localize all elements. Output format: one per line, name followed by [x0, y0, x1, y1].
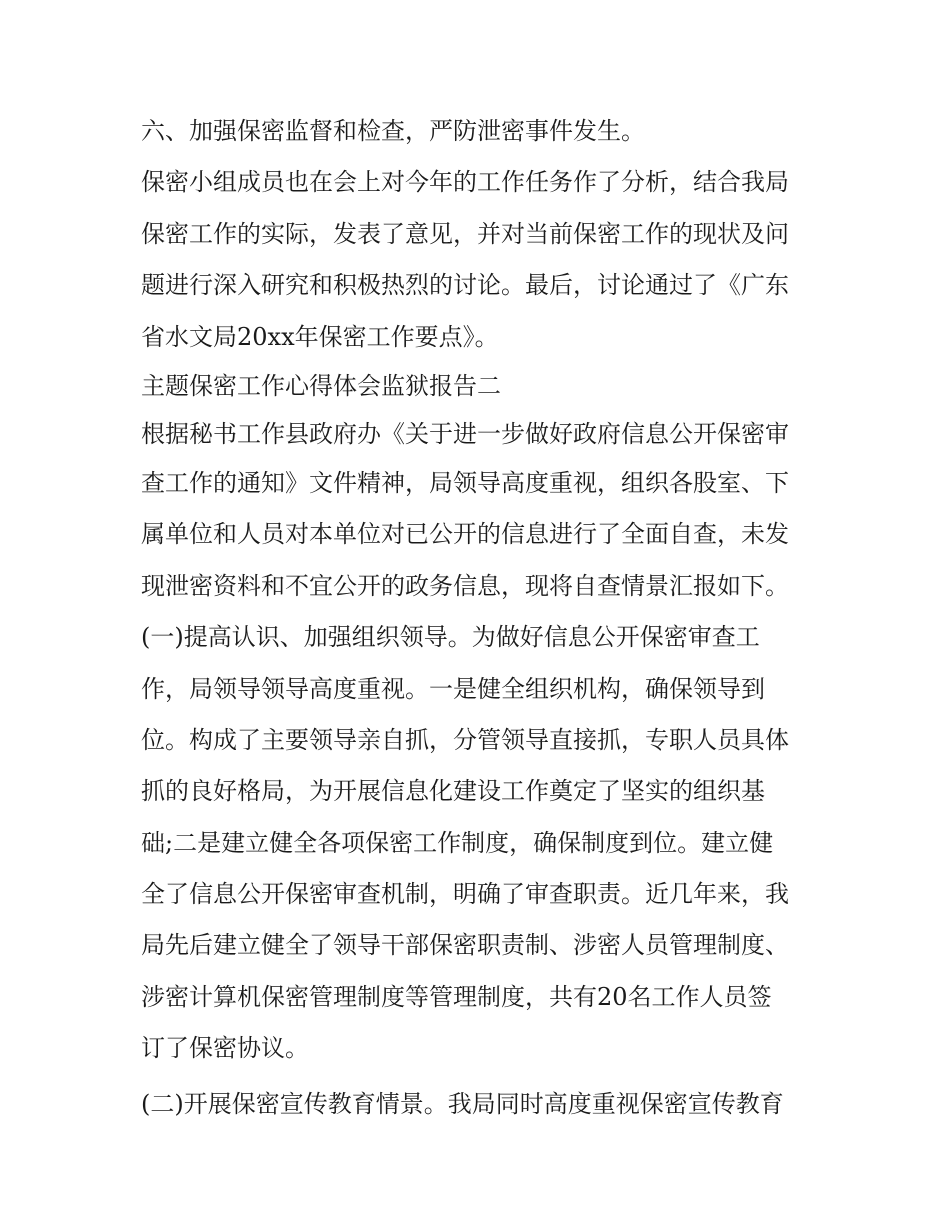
text-line-4: 题进行深入研究和积极热烈的讨论。最后，讨论通过了《广东 — [141, 271, 789, 300]
text-line-8: 查工作的通知》文件精神，局领导高度重视，组织各股室、下 — [141, 468, 789, 497]
document-body — [141, 106, 821, 1130]
text-line-19: 订了保密协议。 — [141, 1034, 309, 1063]
text-line-1: 六、加强保密监督和检查，严防泄密事件发生。 — [141, 117, 645, 145]
text-line-2: 保密小组成员也在会上对今年的工作任务作了分析，结合我局 — [141, 168, 789, 197]
text-line-5: 省水文局20xx年保密工作要点》。 — [141, 322, 499, 351]
text-line-16: 全了信息公开保密审查机制，明确了审查职责。近几年来，我 — [141, 880, 789, 909]
text-line-20: (二)开展保密宣传教育情景。我局同时高度重视保密宣传教育 — [141, 1089, 784, 1118]
text-line-14: 抓的良好格局，为开展信息化建设工作奠定了坚实的组织基 — [141, 777, 765, 806]
text-line-18: 涉密计算机保密管理制度等管理制度，共有20名工作人员签 — [141, 982, 772, 1011]
section-heading: 主题保密工作心得体会监狱报告二 — [141, 371, 501, 400]
text-line-9: 属单位和人员对本单位对已公开的信息进行了全面自查，未发 — [141, 520, 789, 549]
text-line-11: (一)提高认识、加强组织领导。为做好信息公开保密审查工 — [141, 623, 760, 652]
text-line-13: 位。构成了主要领导亲自抓，分管领导直接抓，专职人员具体 — [141, 725, 789, 754]
text-line-7: 根据秘书工作县政府办《关于进一步做好政府信息公开保密审 — [141, 419, 789, 448]
text-line-17: 局先后建立健全了领导干部保密职责制、涉密人员管理制度、 — [141, 931, 789, 960]
text-line-10: 现泄密资料和不宜公开的政务信息，现将自查情景汇报如下。 — [141, 571, 789, 600]
text-line-3: 保密工作的实际，发表了意见，并对当前保密工作的现状及问 — [141, 219, 789, 248]
text-line-15: 础;二是建立健全各项保密工作制度，确保制度到位。建立健 — [141, 828, 774, 857]
text-line-12: 作，局领导领导高度重视。一是健全组织机构，确保领导到 — [141, 674, 765, 703]
